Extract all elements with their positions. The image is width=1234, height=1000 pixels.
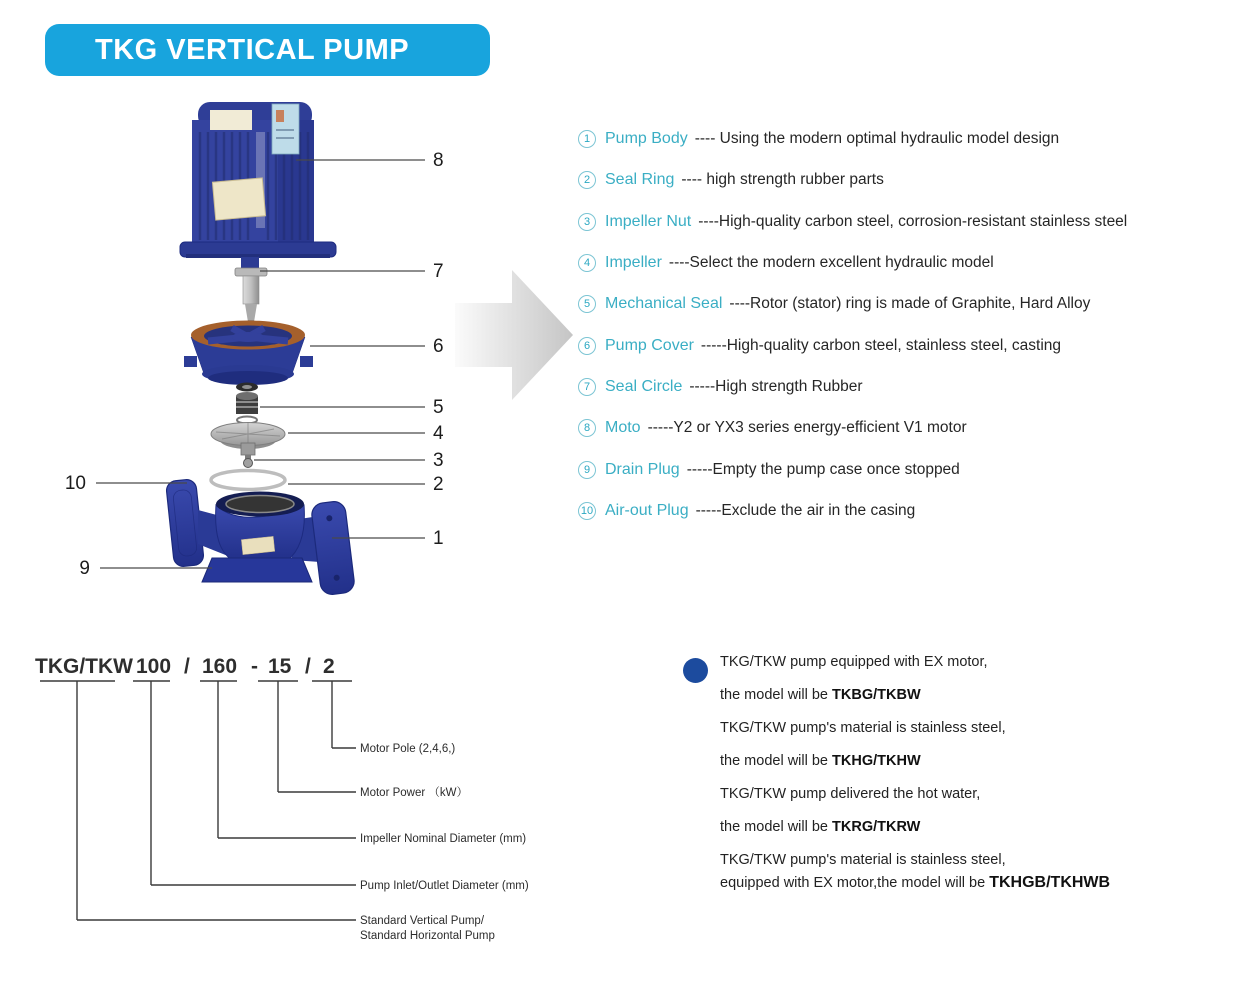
page-title: TKG VERTICAL PUMP xyxy=(95,33,410,66)
callout-numbers-right xyxy=(433,150,444,549)
part-item-4 xyxy=(578,243,1234,283)
part-description: ---- Using the modern optimal hydraulic model design xyxy=(694,130,1060,147)
pump-diagram xyxy=(20,90,580,600)
motor-nameplate xyxy=(272,104,299,154)
part-item-5 xyxy=(578,284,1234,324)
part-number-badge: 5 xyxy=(578,295,596,313)
label-standard-horizontal: Standard Horizontal Pump xyxy=(360,930,495,942)
callout-numbers-left xyxy=(65,473,90,579)
part-number-badge: 1 xyxy=(578,130,596,148)
model-diameter: 160 xyxy=(202,655,238,678)
callout-4: 4 xyxy=(433,423,444,444)
arrow-right-icon xyxy=(455,270,573,400)
callout-7: 7 xyxy=(433,261,444,282)
callout-5: 5 xyxy=(433,397,444,418)
pump-body xyxy=(166,479,356,596)
part-item-8 xyxy=(578,408,1234,448)
model-series: TKG/TKW xyxy=(35,655,133,678)
note-condition-4: TKG/TKW pump's material is stainless steel, xyxy=(720,852,1006,868)
part-number-badge: 6 xyxy=(578,337,596,355)
model-variant-notes xyxy=(678,652,1188,893)
callout-8: 8 xyxy=(433,150,444,171)
part-name: Impeller xyxy=(605,253,662,271)
impeller-nut xyxy=(244,459,253,468)
callout-9: 9 xyxy=(79,558,90,579)
motor-label-mid xyxy=(212,178,265,220)
label-impeller-diam: Impeller Nominal Diameter (mm) xyxy=(360,833,527,845)
model-name-4: TKHGB/TKHWB xyxy=(989,874,1111,891)
callout-3: 3 xyxy=(433,450,444,471)
part-number-badge: 4 xyxy=(578,254,596,272)
note-condition-2: TKG/TKW pump's material is stainless steel, xyxy=(720,720,1006,736)
model-slash-1: / xyxy=(184,655,190,678)
part-name: Air-out Plug xyxy=(605,501,689,519)
part-item-1 xyxy=(578,119,1234,159)
model-code-diagram xyxy=(20,635,650,975)
part-item-7 xyxy=(578,367,1234,407)
note-result-2: the model will be TKHG/TKHW xyxy=(720,753,921,769)
part-description: -----Y2 or YX3 series energy-efficient V1 motor xyxy=(647,419,967,437)
model-code-labels xyxy=(360,743,529,942)
shaft xyxy=(235,257,267,328)
model-inlet: 100 xyxy=(136,655,172,678)
part-description: ----High-quality carbon steel, corrosion-resistant stainless steel xyxy=(698,212,1128,230)
model-slash-2: / xyxy=(305,655,311,678)
part-description: ---- high strength rubber parts xyxy=(681,171,884,189)
motor xyxy=(180,102,336,258)
bullet-icon xyxy=(683,658,708,683)
note-condition-1: TKG/TKW pump equipped with EX motor, xyxy=(720,654,988,670)
part-item-9 xyxy=(578,450,1234,490)
part-name: Pump Body xyxy=(605,130,688,147)
note-result-1: the model will be TKBG/TKBW xyxy=(720,687,921,703)
model-code-connectors xyxy=(40,681,356,920)
pump-body-label xyxy=(241,536,274,554)
label-inlet-outlet: Pump Inlet/Outlet Diameter (mm) xyxy=(360,880,529,892)
part-name: Pump Cover xyxy=(605,336,694,354)
part-name: Seal Ring xyxy=(605,171,675,189)
part-description: ----Select the modern excellent hydraulic model xyxy=(668,253,994,271)
part-name: Mechanical Seal xyxy=(605,295,723,313)
model-name-1: TKBG/TKBW xyxy=(832,687,921,703)
label-motor-pole: Motor Pole (2,4,6,) xyxy=(360,743,456,755)
part-number-badge: 2 xyxy=(578,171,596,189)
model-pole: 2 xyxy=(323,655,335,678)
part-description: -----Empty the pump case once stopped xyxy=(686,460,960,478)
note-result-3: the model will be TKRG/TKRW xyxy=(720,819,921,835)
part-description: -----Exclude the air in the casing xyxy=(695,501,916,519)
model-power: 15 xyxy=(268,655,292,678)
model-name-3: TKRG/TKRW xyxy=(832,819,921,835)
part-description: -----High strength Rubber xyxy=(689,377,863,395)
title-banner xyxy=(45,24,490,76)
callout-10: 10 xyxy=(64,473,86,494)
part-number-badge: 8 xyxy=(578,419,596,437)
impeller xyxy=(211,423,285,460)
part-item-3 xyxy=(578,202,1234,242)
callout-6: 6 xyxy=(433,336,444,357)
model-name-2: TKHG/TKHW xyxy=(832,753,921,769)
part-number-badge: 10 xyxy=(578,502,596,520)
part-number-badge: 3 xyxy=(578,213,596,231)
label-motor-power: Motor Power （kW） xyxy=(360,787,468,799)
part-name: Impeller Nut xyxy=(605,212,692,230)
seal-ring xyxy=(211,471,285,490)
part-name: Drain Plug xyxy=(605,460,680,478)
note-condition-3: TKG/TKW pump delivered the hot water, xyxy=(720,786,981,802)
model-dash: - xyxy=(251,655,258,678)
motor-label-top xyxy=(210,110,252,130)
part-item-6 xyxy=(578,326,1234,366)
part-item-10 xyxy=(578,491,1234,531)
part-name: Seal Circle xyxy=(605,377,683,395)
part-description: -----High-quality carbon steel, stainless steel, casting xyxy=(700,336,1062,354)
callout-1: 1 xyxy=(433,528,444,549)
model-code-segments xyxy=(35,655,335,678)
callout-2: 2 xyxy=(433,474,444,495)
part-item-2 xyxy=(578,160,1234,200)
note-result-4: equipped with EX motor,the model will be TKHGB/TKHWB xyxy=(720,874,1111,891)
part-description: ----Rotor (stator) ring is made of Graphite, Hard Alloy xyxy=(729,295,1091,313)
part-number-badge: 9 xyxy=(578,461,596,479)
pump-base xyxy=(202,558,312,582)
label-standard-vertical: Standard Vertical Pump/ xyxy=(360,915,485,927)
pump-cover xyxy=(184,321,313,386)
mechanical-seal xyxy=(236,383,258,424)
parts-list xyxy=(578,119,1234,531)
part-name: Moto xyxy=(605,419,641,437)
part-number-badge: 7 xyxy=(578,378,596,396)
